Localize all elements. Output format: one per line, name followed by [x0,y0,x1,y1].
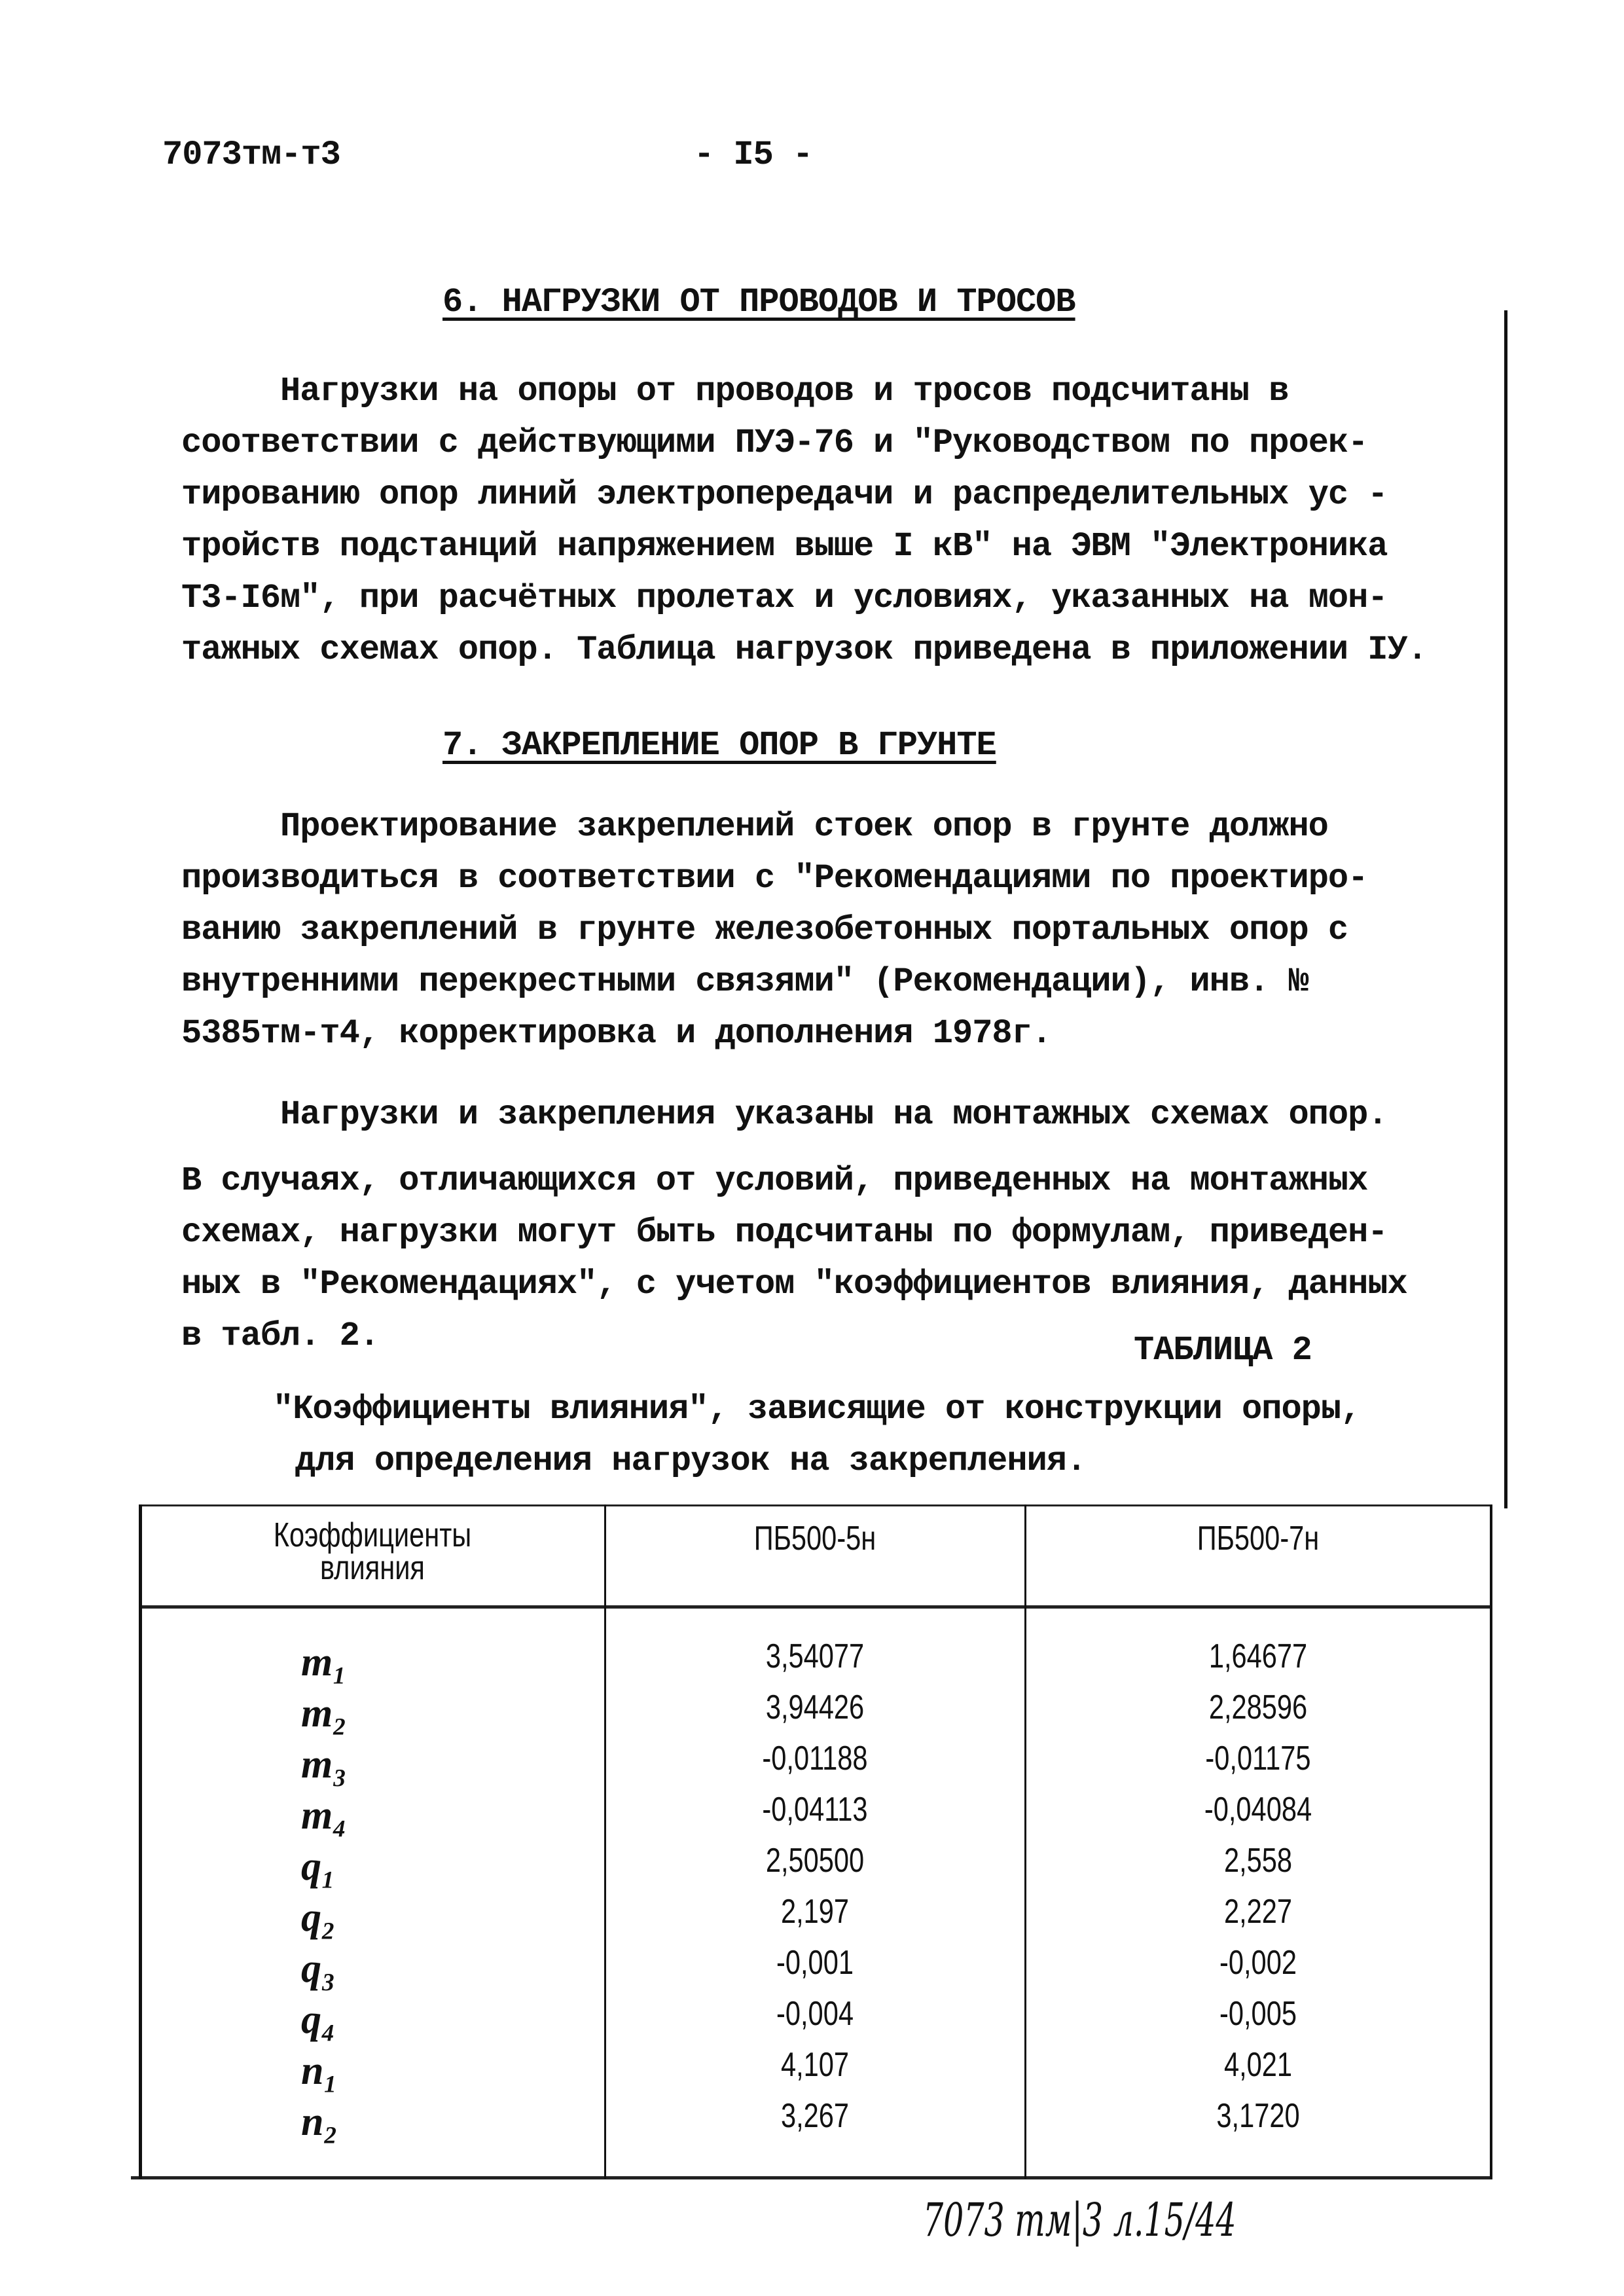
coefficient-name: n₂ [301,2100,338,2144]
text-line: тройств подстанций напряжением выше I кВ" на ЭВМ "Электроника [181,527,1388,566]
text-line: Проектирование закреплений стоек опор в грунте должно [280,807,1328,846]
value-pb500-5n: 2,50500 [765,1842,865,1880]
text-line: в табл. 2. [181,1317,380,1355]
value-pb500-5n: 3,54077 [765,1637,865,1675]
text-line: ных в "Рекомендациях", с учетом "коэффициентов влияния, данных [181,1265,1407,1303]
coefficient-name: n₁ [301,2049,338,2093]
text-line: Нагрузки на опоры от проводов и тросов подсчитаны в [280,372,1289,410]
value-pb500-7n: 2,28596 [1208,1688,1308,1726]
table-label: ТАБЛИЦА 2 [1134,1331,1312,1370]
section-7-title: 7. ЗАКРЕПЛЕНИЕ ОПОР В ГРУНТЕ [442,726,996,765]
value-pb500-5n: 2,197 [780,1893,850,1931]
table-bottom-border [131,2176,1492,2179]
value-pb500-5n: -0,04113 [762,1791,868,1829]
text-line: производиться в соответствии с "Рекомендациями по проектиро- [181,859,1368,898]
coefficient-name: q₁ [301,1844,336,1889]
value-pb500-7n: -0,01175 [1205,1740,1311,1777]
handwritten-reference: 7073 тм|3 л.15/44 [923,2193,1236,2247]
value-pb500-5n: -0,004 [776,1995,854,2033]
value-pb500-7n: 2,558 [1223,1842,1293,1880]
value-pb500-5n: -0,01188 [762,1740,868,1777]
coefficient-name: q₂ [301,1895,336,1940]
table-caption-line-1: "Коэффициенты влияния", зависящие от конструкции опоры, [273,1390,1361,1429]
header-pb500-7n: ПБ500-7н [1197,1520,1320,1558]
value-pb500-7n: -0,005 [1219,1995,1297,2033]
text-line: схемах, нагрузки могут быть подсчитаны по формулам, приведен- [181,1213,1388,1252]
coefficient-name: m₃ [301,1742,347,1787]
coefficient-name: m₁ [301,1640,347,1685]
value-pb500-7n: -0,002 [1219,1944,1297,1982]
page-number: - I5 - [694,136,813,174]
table-left-border [139,1504,142,2179]
text-line: Т3-I6м", при расчётных пролетах и условиях, указанных на мон- [181,579,1388,617]
value-pb500-5n: 3,94426 [765,1688,865,1726]
table-caption-line-2: для определения нагрузок на закрепления. [295,1442,1087,1480]
value-pb500-7n: 3,1720 [1216,2097,1300,2135]
table-col-divider-1 [604,1504,606,2179]
text-line: соответствии с действующими ПУЭ-76 и "Руководством по проек- [181,424,1368,462]
text-line: В случаях, отличающихся от условий, приведенных на монтажных [181,1161,1368,1200]
table-top-border [140,1504,1492,1506]
text-line: ванию закреплений в грунте железобетонных портальных опор с [181,911,1348,949]
table-right-border [1490,1504,1492,2179]
table-col-divider-2 [1024,1504,1026,2179]
value-pb500-7n: 1,64677 [1208,1637,1308,1675]
text-line: внутренними перекрестными связями" (Рекомендации), инв. № [181,962,1308,1001]
coefficient-name: m₄ [301,1793,347,1838]
document-code: 7073тм-т3 [162,136,340,174]
text-line: 5385тм-т4, корректировка и дополнения 1978г. [181,1014,1052,1053]
value-pb500-5n: -0,001 [776,1944,854,1982]
margin-line [1504,310,1507,1508]
header-pb500-5n: ПБ500-5н [753,1520,876,1558]
value-pb500-7n: 4,021 [1223,2046,1293,2084]
text-line: тажных схемах опор. Таблица нагрузок приведена в приложении IУ. [181,630,1427,669]
coefficient-name: q₃ [301,1946,336,1991]
section-6-title: 6. НАГРУЗКИ ОТ ПРОВОДОВ И ТРОСОВ [442,283,1075,321]
section-7-paragraph-2: Нагрузки и закрепления указаны на монтажных схемах опор. [280,1095,1388,1134]
text-line: тированию опор линий электропередачи и распределительных ус - [181,475,1388,514]
table-header-border [140,1605,1492,1609]
coefficient-name: m₂ [301,1691,347,1736]
coefficient-name: q₄ [301,1997,336,2042]
value-pb500-7n: 2,227 [1223,1893,1293,1931]
value-pb500-5n: 3,267 [780,2097,850,2135]
header-coefficients: Коэффициенты влияния [273,1516,472,1587]
value-pb500-7n: -0,04084 [1204,1791,1312,1829]
value-pb500-5n: 4,107 [780,2046,850,2084]
